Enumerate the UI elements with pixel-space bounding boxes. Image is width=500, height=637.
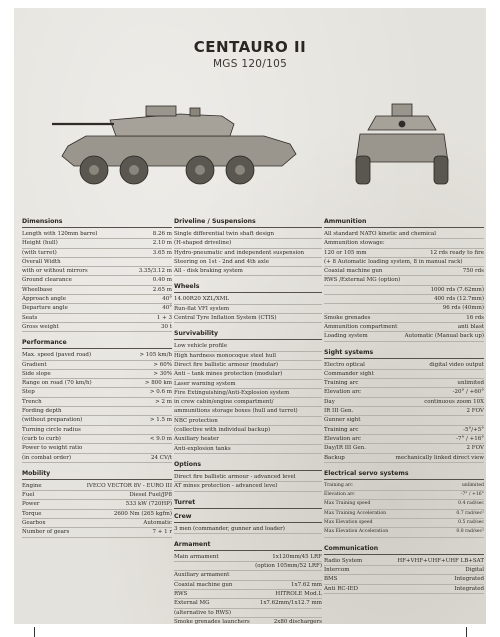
spec-value: > 1.5 m [149, 417, 172, 424]
spec-value: -7° / +16° [460, 492, 484, 498]
spec-row [174, 361, 322, 370]
spec-row [22, 379, 172, 388]
spec-value: 533 kW (720HP) [125, 501, 172, 508]
spec-value: Digital [465, 566, 484, 573]
spec-value: continuous zoom 10X [424, 398, 484, 405]
crew-section [174, 513, 322, 534]
spec-row [324, 585, 484, 594]
spec-row [174, 295, 322, 304]
spec-row [174, 314, 322, 323]
spec-label: (in combat order) [22, 454, 72, 461]
spec-label: Length with 120mm barrel [22, 231, 98, 237]
spec-label: External MG [174, 600, 210, 607]
spec-row [324, 295, 484, 304]
spec-label: Smoke grenades [324, 314, 371, 321]
spec-label: Anti RC-IED [324, 585, 359, 592]
options-heading: Options [174, 461, 322, 471]
spec-value: 8.26 m [152, 231, 172, 237]
spec-label: Coaxial machine gun [174, 581, 233, 588]
spec-label: Main armament [174, 553, 219, 560]
servo-section [324, 470, 484, 538]
spec-label: Loading system [324, 333, 368, 340]
spec-text: AT mines protection - advanced level [174, 483, 278, 490]
spec-row [174, 482, 322, 491]
spec-row [174, 370, 322, 379]
spec-text: Low vehicle profile [174, 343, 228, 350]
wheels-heading: Wheels [174, 283, 322, 293]
spec-row [324, 370, 484, 379]
spec-value: 2 FOV [466, 408, 484, 415]
spec-label: Coaxial machine gun [324, 268, 383, 275]
spec-label: Gross weight [22, 323, 59, 330]
spec-row [324, 575, 484, 584]
spec-value: > 0.6 m [149, 389, 172, 396]
spec-row [22, 351, 172, 360]
spec-value: unlimited [461, 482, 484, 488]
survivability-heading: Survivability [174, 330, 322, 340]
spec-row [324, 286, 484, 295]
spec-text: Steering on 1st - 2nd and 4th axle [174, 258, 269, 265]
spec-label: Radio System [324, 557, 363, 564]
spec-row [324, 426, 484, 435]
spec-row [324, 239, 484, 248]
spec-row [22, 323, 172, 332]
spec-label: Elevation arc [324, 389, 361, 396]
spec-row [22, 528, 172, 537]
spec-text: Single differential twin shaft design [174, 231, 275, 237]
spec-value: 3.35/3.12 m [138, 268, 172, 275]
spec-row [174, 445, 322, 454]
spec-label: (curb to curb) [22, 435, 61, 442]
spec-row [324, 398, 484, 407]
spec-label: Commander sight [324, 370, 374, 377]
spec-text: NBC protection [174, 417, 218, 424]
spec-value: anti blast [457, 323, 484, 330]
spec-label: Day [324, 398, 335, 405]
spec-label: Overall Width [22, 258, 61, 265]
spec-label: All standard NATO kinetic and chemical [324, 231, 436, 237]
armament-heading: Armament [174, 541, 322, 551]
dimensions-heading: Dimensions [22, 218, 172, 228]
spec-row [174, 553, 322, 562]
spec-row [324, 276, 484, 285]
spec-text: Anti – tank mines protection (modular) [174, 371, 283, 378]
spec-label: Day/IR III Gen. [324, 445, 366, 452]
spec-row [324, 482, 484, 491]
spec-text: (H-shaped driveline) [174, 240, 232, 247]
spec-row [22, 239, 172, 248]
spec-value: (option 105mm/52 LRF) [255, 563, 322, 570]
spec-row [324, 528, 484, 537]
spec-label: Departure angle [22, 305, 68, 312]
spec-value: > 60% [153, 361, 172, 368]
spec-row [324, 435, 484, 444]
spec-row [174, 258, 322, 267]
spec-row [174, 230, 322, 239]
spec-label: Range on road (70 km/h) [22, 380, 92, 387]
side-view-illustration [50, 84, 314, 196]
spec-value: 30 t [161, 323, 172, 330]
spec-row [174, 473, 322, 482]
spec-row [324, 258, 484, 267]
spec-label: Fording depth [22, 408, 62, 415]
column-3 [324, 218, 484, 601]
driveline-heading: Driveline / Suspensions [174, 218, 322, 228]
spec-value: digital video output [429, 361, 484, 368]
spec-value: -5°/+5° [463, 426, 484, 433]
spec-label: Backup [324, 454, 345, 461]
spec-row [324, 444, 484, 453]
spec-label: Smoke grenades launchers [174, 618, 250, 624]
spec-row [22, 444, 172, 453]
spec-row [174, 267, 322, 276]
spec-label: Elevation arc [324, 492, 355, 498]
spec-label: Gunner sight [324, 417, 361, 424]
spec-label: Intercom [324, 566, 350, 573]
driveline-section [174, 218, 322, 276]
spec-value: 24 CV/t [151, 454, 172, 461]
spec-row [22, 435, 172, 444]
spec-row [22, 258, 172, 267]
spec-value: 7 + 1 r [152, 529, 172, 536]
spec-text: Direct fire ballistic armour (modular) [174, 361, 278, 368]
spec-value: 1 + 3 [156, 314, 172, 321]
crew-row: 3 men (commander, gunner and loader) [174, 525, 322, 534]
spec-row [324, 304, 484, 313]
servo-heading: Electrical servo systems [324, 470, 484, 480]
spec-row [174, 571, 322, 580]
spec-row [324, 454, 484, 463]
spec-label: Ground clearance [22, 277, 72, 284]
spec-label: Elevation arc [324, 435, 361, 442]
spec-label: with or without mirrors [22, 268, 88, 275]
column-2 [174, 218, 322, 624]
spec-row [174, 581, 322, 590]
spec-value: Automatic [143, 520, 172, 527]
spec-row [22, 286, 172, 295]
spec-value: > 105 km/h [139, 352, 172, 359]
spec-label: Gearbox [22, 520, 46, 527]
spec-label: Training arc [324, 380, 359, 387]
spec-label: Seats [22, 314, 38, 321]
spec-text: in crew cabin/engine compartment/ [174, 399, 274, 406]
spec-row [174, 352, 322, 361]
spec-text: All - disk braking system [174, 268, 243, 275]
spec-row [324, 267, 484, 276]
page-subtitle: MGS 120/105 [212, 58, 288, 70]
spec-row [324, 566, 484, 575]
spec-value: > 30% [153, 370, 172, 377]
turret-section [174, 499, 322, 509]
spec-value: 0.40 m [152, 277, 172, 284]
spec-value: -20° / +60° [452, 389, 484, 396]
spec-value: IVECO VECTOR 8V - EURO III [86, 482, 172, 489]
spec-label: Gradient [22, 361, 47, 368]
spec-value: 1000 rds (7.62mm) [430, 286, 484, 293]
spec-label: Trench [22, 398, 42, 405]
spec-value: 2600 Nm (265 kgfm) [113, 510, 172, 517]
spec-label: Max Training Acceleration [324, 510, 387, 516]
spec-label: Side slope [22, 370, 51, 377]
spec-row [324, 500, 484, 509]
spec-value: 750 rds [462, 268, 484, 275]
spec-row [174, 609, 322, 618]
spec-value: 12 rds ready to fire [430, 249, 484, 256]
spec-row [324, 416, 484, 425]
spec-value: 2.10 m [152, 240, 172, 247]
spec-row [174, 249, 322, 258]
spec-row [22, 304, 172, 313]
spec-row [174, 389, 322, 398]
spec-row [324, 557, 484, 566]
spec-row [22, 370, 172, 379]
spec-row [174, 599, 322, 608]
spec-value: 16 rds [466, 314, 484, 321]
spec-row [22, 249, 172, 258]
spec-row [22, 500, 172, 509]
crew-heading: Crew [174, 513, 322, 523]
spec-label: Approach angle [22, 296, 66, 303]
spec-row [174, 380, 322, 389]
spec-label: Training arc [324, 482, 353, 488]
dimensions-section [22, 218, 172, 332]
mobility-heading: Mobility [22, 470, 172, 480]
spec-text: Fire Extinguishing/Anti-Explosion system [174, 389, 290, 396]
spec-row [324, 491, 484, 500]
spec-row [22, 407, 172, 416]
front-view-illustration [352, 84, 452, 196]
spec-label: (+ 8 Automatic loading system, 8 in manual rack) [324, 258, 463, 265]
ammunition-section [324, 218, 484, 342]
spec-label: RWS /External MG (option) [324, 277, 401, 284]
spec-text: Run-flat VFI system [174, 305, 230, 312]
spec-row [324, 361, 484, 370]
spec-text: ammunitions storage boxes (hull and turret) [174, 408, 298, 415]
communication-heading: Communication [324, 545, 484, 555]
spec-value: HF+VHF+UHF+UHF LB+SAT [397, 557, 484, 564]
spec-label: (alternative to RWS) [174, 609, 232, 616]
spec-row [324, 323, 484, 332]
spec-label: Training arc [324, 426, 359, 433]
spec-row [174, 342, 322, 351]
spec-label: BMS [324, 576, 338, 583]
spec-text: Direct fire ballistic armour - advanced level [174, 473, 296, 480]
spec-value: mechanically linked direct view [395, 454, 484, 461]
spec-label: Fuel [22, 492, 35, 499]
spec-row [22, 230, 172, 239]
spec-row [22, 454, 172, 463]
spec-label: Height (hull) [22, 240, 58, 247]
ammunition-heading: Ammunition [324, 218, 484, 228]
spec-label: Auxiliary armament [174, 572, 230, 579]
spec-label: Power to weight ratio [22, 445, 83, 452]
spec-row [324, 379, 484, 388]
spec-value: Automatic (Manual back up) [404, 333, 484, 340]
spec-value: HITROLE Mod.L [275, 591, 322, 598]
spec-row [324, 510, 484, 519]
performance-section [22, 339, 172, 463]
spec-row [324, 519, 484, 528]
spec-label: Max. speed (paved road) [22, 352, 92, 359]
spec-text: Anti-explosion tanks [174, 445, 231, 452]
spec-text: 14.00R20 XZL/XML [174, 296, 230, 303]
page-title: CENTAURO II [193, 38, 307, 56]
spec-value: -7° / +16° [456, 435, 484, 442]
spec-label: (without preparation) [22, 417, 83, 424]
spec-text: Laser warning system [174, 380, 236, 387]
spec-row [22, 519, 172, 528]
spec-label: RWS [174, 591, 188, 598]
spec-value: 0.7 rad/sec² [456, 510, 484, 516]
spec-label: Wheelbase [22, 286, 53, 293]
spec-value: 40° [162, 305, 172, 312]
survivability-section [174, 330, 322, 454]
spec-row [324, 407, 484, 416]
spec-row [324, 249, 484, 258]
spec-row [22, 491, 172, 500]
spec-value: > 2 m [155, 398, 172, 405]
spec-row [174, 426, 322, 435]
spec-label: Max Training speed [324, 501, 371, 507]
spec-label: Power [22, 501, 40, 508]
spec-label: Max Elevation speed [324, 520, 373, 526]
spec-value: 1x7.62mm/1x12.7 mm [259, 600, 322, 607]
spec-value: unlimited [457, 380, 484, 387]
spec-label: 120 or 105 mm [324, 249, 367, 256]
spec-value: 40° [162, 296, 172, 303]
communication-section [324, 545, 484, 594]
datasheet-page [14, 8, 486, 624]
spec-value: 2x80 dischargers [273, 618, 322, 624]
spec-value: 0.4 rad/sec [458, 501, 484, 507]
spec-value: 0.8 rad/sec² [456, 529, 484, 535]
options-section [174, 461, 322, 492]
spec-value: Diesel Fuel/JP8 [129, 492, 172, 499]
spec-value: 1x7.62 mm [290, 581, 322, 588]
spec-value: 96 rds (40mm) [442, 305, 484, 312]
spec-label: Torque [22, 510, 42, 517]
spec-label: Electro optical [324, 361, 365, 368]
spec-row [22, 361, 172, 370]
spec-value: > 800 km [144, 380, 172, 387]
spec-label: Step [22, 389, 35, 396]
spec-label: Max Elevation Acceleration [324, 529, 389, 535]
spec-row [22, 426, 172, 435]
spec-row [174, 435, 322, 444]
spec-row [22, 276, 172, 285]
spec-value: Integrated [454, 585, 484, 592]
spec-label: IR III Gen. [324, 408, 354, 415]
spec-text: (collective with individual backup) [174, 427, 271, 434]
spec-row [22, 482, 172, 491]
spec-row [174, 562, 322, 571]
spec-label: Ammunition stowage: [324, 240, 385, 247]
spec-label: (with turret) [22, 249, 57, 256]
spec-row [174, 398, 322, 407]
sight-heading: Sight systems [324, 349, 484, 359]
spec-row [22, 398, 172, 407]
spec-value: 0.5 rad/sec [458, 520, 484, 526]
spec-text: Hydro-pneumatic and independent suspension [174, 249, 305, 256]
spec-row [22, 267, 172, 276]
spec-row [324, 332, 484, 341]
mobility-section [22, 470, 172, 538]
performance-heading: Performance [22, 339, 172, 349]
spec-row [22, 416, 172, 425]
column-1 [22, 218, 172, 545]
spec-label: Ammunition compartment [324, 323, 398, 330]
crop-mark-left [34, 627, 35, 637]
spec-row [324, 388, 484, 397]
spec-label: Number of gears [22, 529, 70, 536]
spec-row [174, 305, 322, 314]
sight-section [324, 349, 484, 463]
spec-row [174, 239, 322, 248]
spec-value: 2 FOV [466, 445, 484, 452]
spec-row [22, 314, 172, 323]
spec-value: Integrated [454, 576, 484, 583]
spec-row [22, 295, 172, 304]
spec-label: Engine [22, 482, 42, 489]
spec-row [22, 388, 172, 397]
spec-text: Auxiliary heater [174, 436, 219, 443]
spec-row [174, 407, 322, 416]
spec-value: 400 rds (12.7mm) [434, 296, 484, 303]
spec-row [324, 230, 484, 239]
spec-text: High hardness monocoque steel hull [174, 352, 277, 359]
spec-label: Turning circle radius [22, 426, 81, 433]
crop-mark-right [466, 627, 467, 637]
spec-row [174, 417, 322, 426]
spec-row [324, 314, 484, 323]
spec-value: 1x120mm/45 LRF [272, 553, 322, 560]
spec-row [174, 618, 322, 624]
spec-value: 3.65 m [152, 249, 172, 256]
wheels-section [174, 283, 322, 323]
spec-row [22, 510, 172, 519]
spec-text: Central Tyre Inflation System (CTIS) [174, 315, 277, 322]
turret-heading: Turret [174, 499, 322, 509]
armament-section [174, 541, 322, 624]
spec-value: 2.65 m [152, 286, 172, 293]
spec-value: < 9.0 m [149, 435, 172, 442]
spec-row [174, 590, 322, 599]
